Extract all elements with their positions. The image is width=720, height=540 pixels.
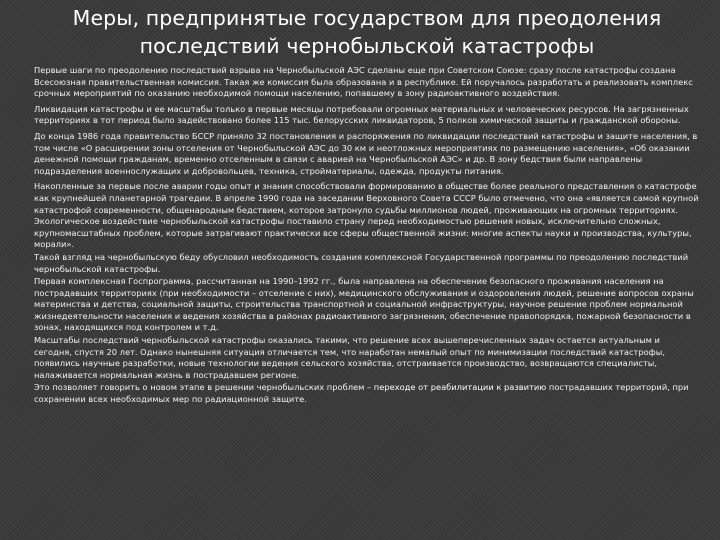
slide-body bbox=[34, 65, 700, 406]
paragraph-scale-of-consequences: Масштабы последствий чернобыльской катастрофы оказались такими, что решение всех вышеперечисленных задач остается актуальным и сегодня, спустя 20 лет. Однако нынешняя ситуация отличается тем, что наработан немалый опыт по минимизации последствий катастрофы, появились научные разработки, новые технологии ведения сельского хозяйства, отстраивается производство, возвращаются специалисты, налаживается нормальная жизнь в пострадавшем регионе. bbox=[34, 335, 665, 380]
paragraph-liquidation: Ликвидация катастрофы и ее масштабы только в первые месяцы потребовали огромных материальных и человеческих ресурсов. На загрязненных территориях в тот период было задействовано более 115 тыс. белорусских ликвидаторов, 5 полков химической защиты и гражданской обороны. bbox=[34, 103, 689, 126]
paragraph-first-program: Первая комплексная Госпрограмма, рассчитанная на 1990–1992 гг., была направлена на обеспечение безопасного проживания населения на пострадавших территориях (при необходимости – отселение с них), медицинского обслуживания и оздоровления людей, решение вопросов охраны материнства и детства, социальной защиты, строительства транспортной и социальной инфраструктуры, научное решение проблем нормальной жизнедеятельности населения и ведения хозяйства в районах радиоактивного загрязнения, обеспечение правопорядка, пожарной безопасности в зонах, находящихся под контролем и т.д. bbox=[34, 276, 694, 333]
paragraph-bssr-decrees: До конца 1986 года правительство БССР приняло 32 постановления и распоряжения по ликвидации последствий катастрофы и защите населения, в том числе «О расширении зоны отселения от Чернобыльской АЭС до 30 км и неотложных мероприятиях по размещению населения», «Об оказании денежной помощи гражданам, временно отселенным в связи с аварией на Чернобыльской АЭС» и др. В зону бедствия были направлены подразделения военнослужащих и добровольцев, техника, стройматериалы, одежда, продукты питания. bbox=[34, 130, 698, 176]
title-line-1: Меры, предпринятые государством для преодоления bbox=[72, 6, 662, 30]
paragraph-accumulated-experience: Накопленные за первые после аварии годы опыт и знания способствовали формированию в обществе более реального представления о катастрофе как крупнейшей планетарной трагедии. В апреле 1990 года на заседании Верховного Совета СССР было отмечено, что она «является самой крупной катастрофой современности, общенародным бедствием, которое затронуло судьбы миллионов людей, проживающих на огромных территориях. Экологическое воздействие чернобыльской катастрофы поставило страну перед необходимостью решения новых, исключительно сложных, крупномасштабных проблем, которые затрагивают практически все сферы общественной жизни: многие аспекты науки и производства, культуры, морали». bbox=[34, 181, 699, 250]
paragraph-new-stage bbox=[34, 382, 700, 405]
slide-title bbox=[34, 4, 700, 60]
paragraph-first-steps: Первые шаги по преодолению последствий взрыва на Чернобыльской АЭС сделаны еще при Советском Союзе: сразу после катастрофы создана Всесоюзная правительственная комиссия. Такая же комиссия была образована и в республике. Ей поручалось разработать и реализовать комплекс срочных мероприятий по оказанию необходимой помощи населению, попавшему в зону радиоактивного воздействия. bbox=[34, 65, 693, 99]
new-stage-start: Это позволяет говорить о новом этапе в решении чернобыльских проблем – bbox=[34, 382, 374, 393]
new-stage-end: пострадавших территорий, при сохранении всех необходимых мер по радиационной защите. bbox=[34, 382, 689, 405]
new-stage-emphasis: переходе от реабилитации к развитию bbox=[373, 382, 547, 393]
paragraph-state-program: Такой взгляд на чернобыльскую беду обусловил необходимость создания комплексной Государственной программы по преодолению последствий чернобыльской катастрофы. bbox=[34, 251, 689, 274]
title-line-2: последствий чернобыльской катастрофы bbox=[139, 34, 595, 58]
